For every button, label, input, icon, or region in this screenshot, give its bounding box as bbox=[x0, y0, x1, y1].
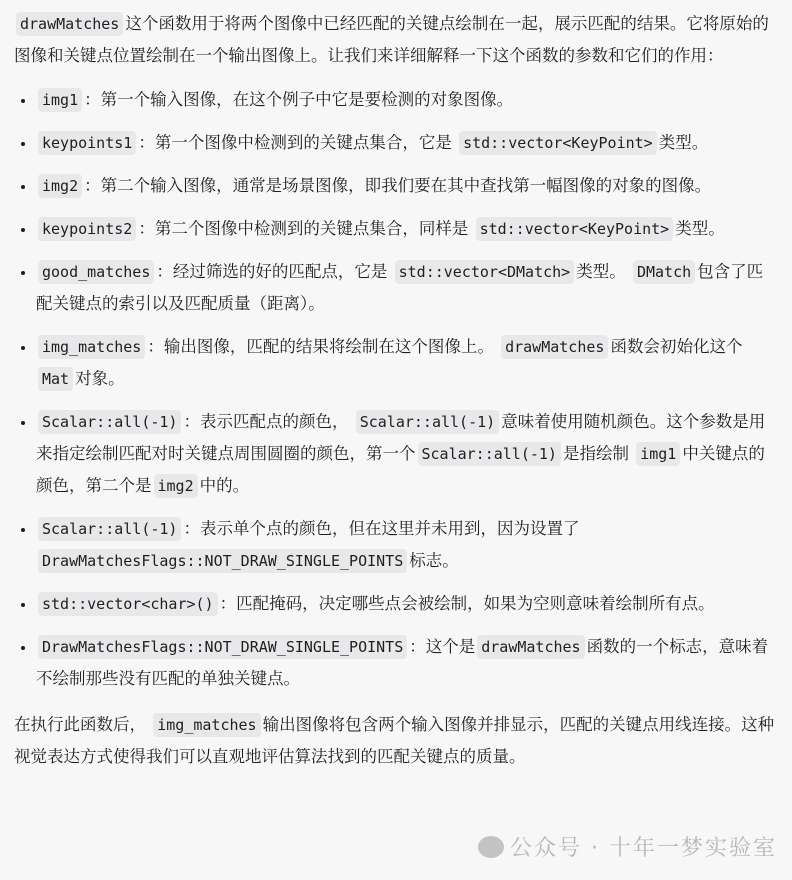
item-text: ：表示单个点的颜色，但在这里并未用到，因为设置了 bbox=[183, 519, 580, 538]
outro-paragraph bbox=[14, 709, 778, 773]
list-item-mask bbox=[36, 588, 778, 620]
parameter-list bbox=[14, 84, 778, 695]
inline-code: std::vector<KeyPoint> bbox=[476, 217, 674, 241]
inline-code: drawMatches bbox=[477, 635, 584, 659]
item-text: ：第一个输入图像，在这个例子中它是要检测的对象图像。 bbox=[84, 90, 514, 109]
item-text: ：输出图像，匹配的结果将绘制在这个图像上。 bbox=[147, 337, 494, 356]
inline-code: std::vector<DMatch> bbox=[395, 260, 575, 284]
item-text: 中关键点的颜色，第二个是 bbox=[36, 444, 765, 495]
item-text: 类型。 bbox=[675, 219, 725, 238]
list-item-flags bbox=[36, 631, 778, 695]
item-text: 意味着使用随机颜色。这个参数是用来指定绘制匹配对时关键点周围圆圈的颜色，第一个 bbox=[36, 412, 766, 463]
item-text: 包含了匹配关键点的索引以及匹配质量（距离）。 bbox=[36, 262, 764, 313]
inline-code: std::vector<char>() bbox=[38, 592, 218, 616]
intro-text: 这个函数用于将两个图像中已经匹配的关键点绘制在一起，展示匹配的结果。它将原始的图像和关键点位置绘制在一个输出图像上。让我们来详细解释一下这个函数的参数和它们的作用： bbox=[14, 14, 769, 65]
watermark bbox=[478, 831, 777, 862]
inline-code: DrawMatchesFlags::NOT_DRAW_SINGLE_POINTS bbox=[38, 635, 407, 659]
list-item-scalar-single-color bbox=[36, 513, 778, 577]
outro-text: 在执行此函数后， bbox=[14, 715, 146, 734]
item-text: ：这个是 bbox=[409, 637, 476, 656]
list-item-img2 bbox=[36, 170, 778, 202]
item-text: ：第二个图像中检测到的关键点集合，同样是 bbox=[138, 219, 469, 238]
inline-code: drawMatches bbox=[16, 12, 123, 36]
item-text: 函数的一个标志，意味着不绘制那些没有匹配的单独关键点。 bbox=[36, 637, 769, 688]
inline-code: DrawMatchesFlags::NOT_DRAW_SINGLE_POINTS bbox=[38, 549, 407, 573]
item-text: 类型。 bbox=[576, 262, 626, 281]
intro-paragraph bbox=[14, 8, 778, 72]
outro-text: 输出图像将包含两个输入图像并排显示，匹配的关键点用线连接。这种视觉表达方式使得我们可以直观地评估算法找到的匹配关键点的质量。 bbox=[14, 715, 775, 766]
inline-code: Scalar::all(-1) bbox=[38, 517, 181, 541]
item-text: ：第一个图像中检测到的关键点集合，它是 bbox=[138, 133, 452, 152]
inline-code: img1 bbox=[636, 442, 680, 466]
inline-code: Scalar::all(-1) bbox=[418, 442, 561, 466]
item-text: ：表示匹配点的颜色， bbox=[183, 412, 349, 431]
watermark-text: 公众号 · 十年一梦实验室 bbox=[510, 836, 777, 861]
item-text: 中的。 bbox=[199, 476, 250, 495]
item-text: 是指绘制 bbox=[562, 444, 629, 463]
item-text: 对象。 bbox=[75, 369, 125, 388]
inline-code: good_matches bbox=[38, 260, 154, 284]
inline-code: keypoints1 bbox=[38, 131, 136, 155]
item-text: 函数会初始化这个 bbox=[610, 337, 743, 356]
item-text: 标志。 bbox=[409, 551, 459, 570]
list-item-good-matches bbox=[36, 256, 778, 320]
inline-code: img_matches bbox=[38, 335, 145, 359]
inline-code: Scalar::all(-1) bbox=[356, 410, 499, 434]
inline-code: img2 bbox=[38, 174, 82, 198]
inline-code: Mat bbox=[38, 367, 73, 391]
inline-code: drawMatches bbox=[501, 335, 608, 359]
item-text: ：匹配掩码，决定哪些点会被绘制，如果为空则意味着绘制所有点。 bbox=[219, 594, 715, 613]
list-item-keypoints2 bbox=[36, 213, 778, 245]
list-item-img-matches bbox=[36, 331, 778, 395]
inline-code: keypoints2 bbox=[38, 217, 136, 241]
inline-code: std::vector<KeyPoint> bbox=[459, 131, 657, 155]
list-item-keypoints1 bbox=[36, 127, 778, 159]
inline-code: DMatch bbox=[633, 260, 695, 284]
inline-code: Scalar::all(-1) bbox=[38, 410, 181, 434]
list-item-scalar-match-color bbox=[36, 406, 778, 502]
item-text: ：第二个输入图像，通常是场景图像，即我们要在其中查找第一幅图像的对象的图像。 bbox=[84, 176, 712, 195]
list-item-img1 bbox=[36, 84, 778, 116]
wechat-icon bbox=[478, 836, 504, 858]
item-text: ：经过筛选的好的匹配点，它是 bbox=[156, 262, 388, 281]
inline-code: img2 bbox=[154, 474, 198, 498]
inline-code: img1 bbox=[38, 88, 82, 112]
item-text: 类型。 bbox=[658, 133, 709, 152]
inline-code: img_matches bbox=[153, 713, 260, 737]
